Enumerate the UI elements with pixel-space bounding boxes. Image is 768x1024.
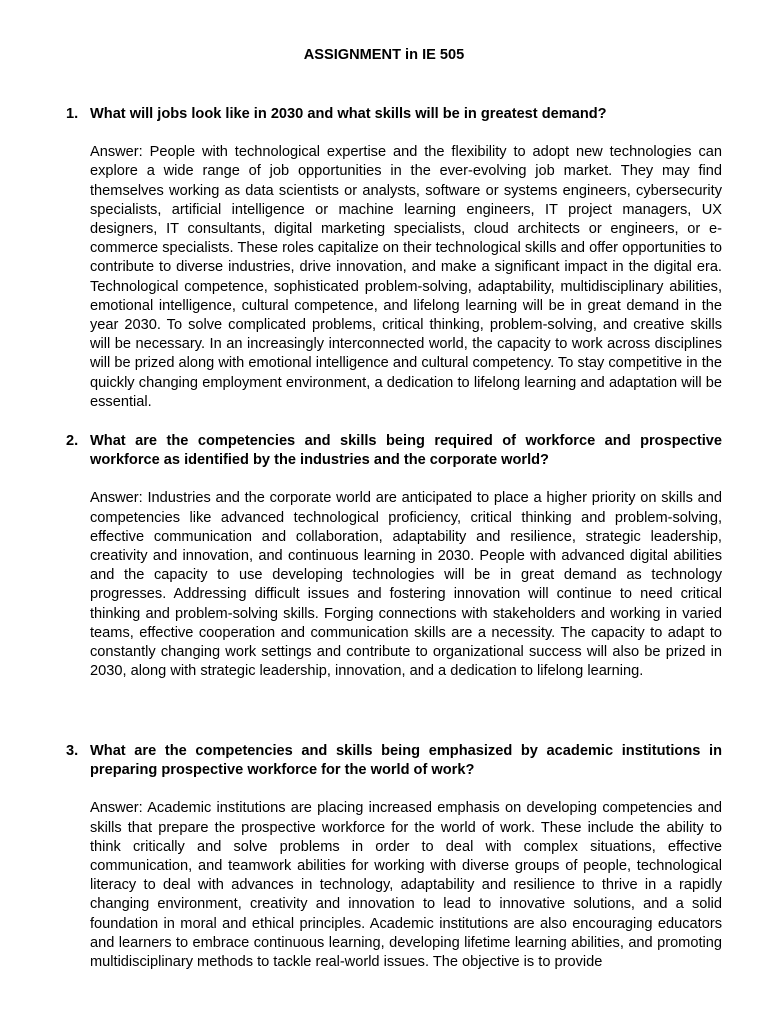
question-item-3 — [66, 742, 722, 972]
question-text: What are the competencies and skills being required of workforce and prospective workforce as identified by the industries and the corporate world? — [90, 433, 722, 469]
answer-paragraph: Answer: Academic institutions are placing increased emphasis on developing competencies and skills that prepare the prospective workforce for the world of work. These include the ability to think critically and solve problems in order to deal with complex situations, effective communication, and teamwork abilities for working with diverse groups of people, technological literacy to deal with advances in technology, adaptability and resilience to thrive in a rapidly changing environment, creativity and innovation to lead to innovative solutions, and a solid foundation in moral and ethical principles. Academic institutions are also encouraging educators and learners to embrace continuous learning, developing lifetime learning abilities, and promoting multidisciplinary methods to tackle real-world issues. The objective is to provide — [90, 800, 722, 971]
question-number: 1. — [66, 106, 79, 122]
question-heading — [66, 742, 722, 780]
question-text: What will jobs look like in 2030 and what skills will be in greatest demand? — [90, 106, 607, 122]
page-title: ASSIGNMENT in IE 505 — [303, 47, 465, 63]
answer-paragraph: Answer: People with technological expertise and the flexibility to adopt new technologies can explore a wide range of job opportunities in the ever-evolving job market. They may find themselves working as data scientists or analysts, software or systems engineers, cybersecurity specialists, artificial intelligence or machine learning engineers, IT project managers, UX designers, IT consultants, digital marketing specialists, cloud architects or engineers, or e-commerce specialists. These roles capitalize on their technological skills and offer opportunities to contribute to diverse industries, drive innovation, and make a significant impact in the digital era. Technological competence, sophisticated problem-solving, adaptability, multidisciplinary abilities, emotional intelligence, cultural competence, and lifelong learning will be in great demand in the year 2030. To solve complicated problems, critical thinking, problem-solving, and creative skills will be necessary. In an increasingly interconnected world, the capacity to work across disciplines will be prized along with emotional intelligence and cultural competency. To stay competitive in the quickly changing employment environment, a dedication to lifelong learning and adaptation will be essential. — [90, 144, 722, 410]
question-heading — [66, 105, 722, 124]
answer-paragraph: Answer: Industries and the corporate world are anticipated to place a higher priority on skills and competencies like advanced technological proficiency, critical thinking and problem-solving, effective communication and collaboration, adaptability and resilience, strategic leadership, creativity and innovation, and continuous learning in 2030. People with advanced digital abilities and the capacity to use developing technologies will be in great demand as technology progresses. Addressing difficult issues and fostering innovation will continue to need critical thinking and problem-solving skills. Forging connections with stakeholders and working in varied teams, effective cooperation and communication skills are a necessity. The capacity to adapt to constantly changing work settings and contribute to organizational success will also be prized in 2030, along with strategic leadership, innovation, and a dedication to lifelong learning. — [90, 490, 722, 680]
question-number: 2. — [66, 433, 79, 449]
question-text: What are the competencies and skills being emphasized by academic institutions in preparing prospective workforce for the world of work? — [90, 743, 722, 779]
question-item-1 — [66, 105, 722, 412]
question-item-2 — [66, 432, 722, 681]
question-heading — [66, 432, 722, 470]
question-number: 3. — [66, 743, 79, 759]
